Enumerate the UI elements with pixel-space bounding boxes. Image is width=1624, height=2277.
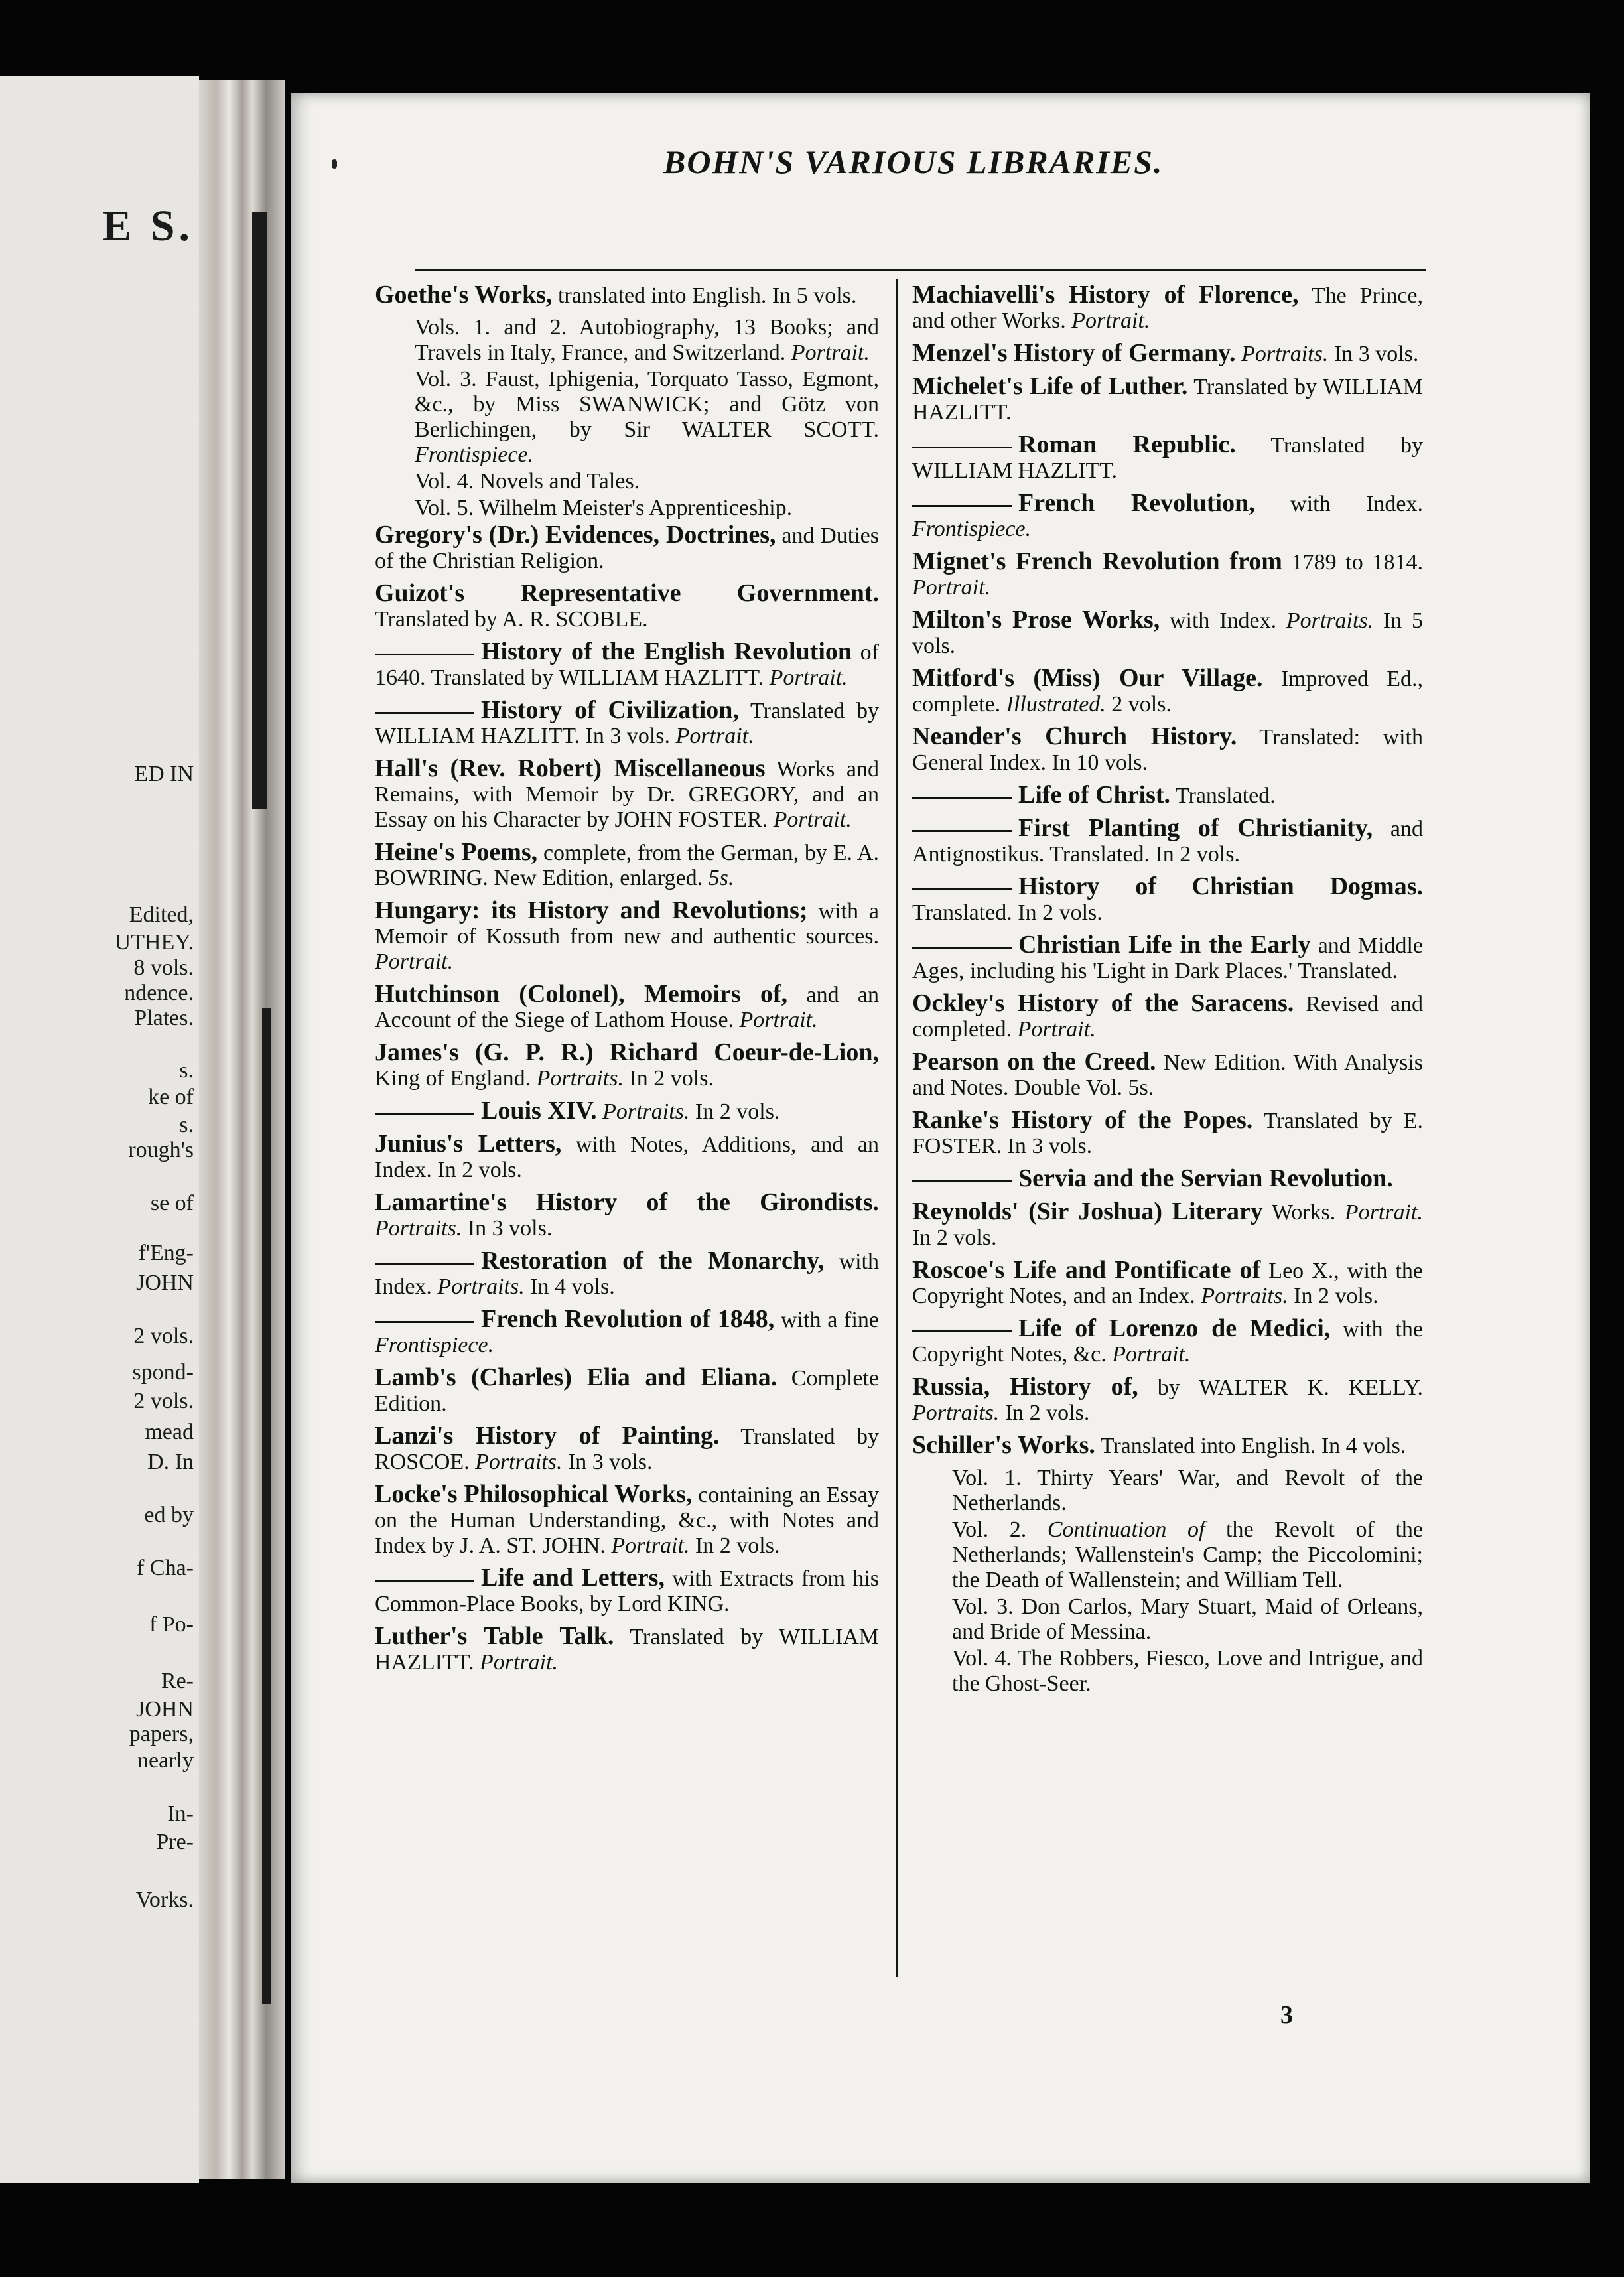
catalogue-entry <box>912 815 1423 867</box>
entry-italic-note: Portraits. <box>596 1099 690 1124</box>
entry-description: New Edition. With Analysis and Notes. Double Vol. 5s. <box>912 1050 1423 1100</box>
entry-description: Works and Remains, with Memoir by Dr. GREGORY, and an Essay on his Character by JOHN FOSTER. <box>375 757 880 832</box>
entry-description: Translated by WILLIAM HAZLITT. <box>912 375 1423 425</box>
entry-title: Life of Christ. <box>1018 781 1171 809</box>
entry-description: containing an Essay on the Human Understanding, &c., with Notes and Index by J. A. ST. JOHN. <box>375 1483 880 1558</box>
entry-title: Christian Life in the Early <box>1018 931 1311 959</box>
ditto-dash <box>375 1580 474 1582</box>
volume-text: Vol. 4. The Robbers, Fiesco, Love and Intrigue, and the Ghost-Seer. <box>952 1646 1423 1696</box>
entry-title: History of Christian Dogmas. <box>1018 872 1423 900</box>
entry-description: Translated by E. FOSTER. In 3 vols. <box>912 1109 1424 1158</box>
entry-italic-note: 5s. <box>703 866 734 890</box>
margin-fragment: f Cha- <box>137 1556 194 1580</box>
margin-fragment: 2 vols. <box>133 1389 194 1413</box>
catalogue-entry <box>912 1374 1423 1426</box>
entry-title: Life and Letters, <box>481 1564 665 1592</box>
entry-title: Roscoe's Life and Pontificate of <box>912 1256 1261 1284</box>
catalogue-entry <box>375 1040 879 1091</box>
entry-italic-note: Portraits. <box>1276 608 1374 633</box>
catalogue-entry <box>912 724 1423 776</box>
catalogue-entry <box>912 1257 1423 1309</box>
margin-fragment: UTHEY. <box>114 930 194 955</box>
entry-italic-note: Portrait. <box>764 665 848 690</box>
entry-title: Heine's Poems, <box>375 838 538 866</box>
catalogue-entry <box>375 756 879 833</box>
entry-description: Translated. In 2 vols. <box>912 900 1103 925</box>
entry-description: Works. <box>1262 1200 1336 1225</box>
catalogue-entry <box>912 432 1423 484</box>
ditto-dash <box>912 1330 1012 1332</box>
volume-line <box>415 469 879 494</box>
volume-italic-note: Continuation of <box>1026 1517 1205 1542</box>
margin-fragment: s. <box>179 1113 194 1137</box>
margin-fragment: rough's <box>128 1138 194 1162</box>
ditto-dash <box>912 447 1012 448</box>
entry-title: Roman Republic. <box>1018 431 1236 458</box>
entry-description: 1789 to 1814. <box>1282 550 1424 575</box>
catalogue-entry <box>912 932 1423 984</box>
entry-description: and Duties of the Christian Religion. <box>375 523 880 573</box>
entry-description: Translated. <box>1170 784 1276 808</box>
entry-description: with a fine <box>774 1308 879 1332</box>
entry-italic-note: Portrait. <box>670 724 754 748</box>
entry-title: First Planting of Christianity, <box>1018 814 1373 842</box>
catalogue-entry <box>912 282 1423 334</box>
entry-title: Guizot's Representative Government. <box>375 579 879 607</box>
entry-description: Translated: with General Index. In 10 vols. <box>912 725 1423 775</box>
entry-italic-note: Frontispiece. <box>912 517 1032 541</box>
catalogue-entry <box>375 1565 879 1617</box>
margin-fragment: JOHN <box>136 1271 194 1295</box>
volume-text: Vol. 4. Novels and Tales. <box>415 469 640 494</box>
column-divider <box>896 279 898 1977</box>
catalogue-entry <box>912 374 1423 425</box>
entry-description: complete, from the German, by E. A. BOWRING. New Edition, enlarged. <box>375 841 879 890</box>
entry-description: and an Account of the Siege of Lathom House. <box>375 983 880 1032</box>
ditto-dash <box>375 1113 474 1115</box>
entry-italic-note: Portrait. <box>1335 1200 1423 1225</box>
catalogue-entry <box>912 607 1423 659</box>
volume-line <box>952 1594 1423 1645</box>
catalogue-entry <box>375 282 879 309</box>
entry-volumes: 2 vols. <box>1105 692 1172 717</box>
catalogue-entry <box>375 898 879 975</box>
catalogue-entry <box>375 1623 879 1675</box>
volume-text: Vol. 2. <box>952 1517 1027 1542</box>
margin-fragment: Re- <box>161 1669 194 1693</box>
margin-fragment: f'Eng- <box>138 1241 194 1265</box>
left-column <box>375 282 879 1682</box>
entry-italic-note: Portraits. <box>1195 1284 1288 1308</box>
entry-description: Translated by WILLIAM HAZLITT. <box>375 1625 880 1675</box>
catalogue-entry <box>375 1190 879 1241</box>
entry-description: The Prince, and other Works. <box>912 283 1423 333</box>
entry-title: French Revolution, <box>1018 489 1255 517</box>
entry-title: French Revolution of 1848, <box>481 1305 775 1333</box>
margin-fragment: ke of <box>148 1085 194 1109</box>
ditto-dash <box>375 1263 474 1265</box>
margin-fragment: Edited, <box>129 902 194 927</box>
entry-volumes: In 2 vols. <box>689 1099 780 1124</box>
catalogue-entry <box>375 1248 879 1300</box>
catalogue-entry <box>912 1049 1423 1101</box>
catalogue-entry <box>912 782 1423 809</box>
entry-title: Hungary: its History and Revolutions; <box>375 896 808 924</box>
entry-italic-note: Portrait. <box>605 1533 690 1558</box>
entry-title: Russia, History of, <box>912 1373 1138 1401</box>
entry-title: Life of Lorenzo de Medici, <box>1018 1314 1331 1342</box>
entry-title: Goethe's Works, <box>375 281 553 309</box>
entry-title: Luther's Table Talk. <box>375 1622 614 1650</box>
entry-description: Improved Ed., complete. <box>912 667 1423 717</box>
entry-title: Mitford's (Miss) Our Village. <box>912 664 1263 692</box>
ditto-dash <box>912 1180 1012 1182</box>
entry-title: Lamb's (Charles) Elia and Eliana. <box>375 1363 778 1391</box>
entry-title: Restoration of the Monarchy, <box>481 1247 825 1275</box>
ditto-dash <box>912 830 1012 832</box>
catalogue-entry <box>375 1306 879 1358</box>
margin-fragment: 8 vols. <box>133 955 194 980</box>
entry-description: with Index. <box>1160 608 1277 633</box>
entry-title: History of the English Revolution <box>481 638 852 665</box>
ditto-dash <box>912 797 1012 799</box>
catalogue-entry <box>912 1166 1423 1192</box>
entry-description: Translated by A. R. SCOBLE. <box>375 607 648 632</box>
margin-fragment: Plates. <box>134 1006 194 1030</box>
entry-title: History of Civilization, <box>481 696 739 724</box>
entry-italic-note: Portraits. <box>469 1450 563 1474</box>
entry-italic-note: Portrait. <box>1106 1342 1191 1367</box>
entry-description: King of England. <box>375 1066 531 1091</box>
entry-italic-note: Portraits. <box>1235 342 1329 366</box>
catalogue-entry <box>375 522 879 574</box>
margin-fragment: ed by <box>144 1503 194 1527</box>
entry-title: Locke's Philosophical Works, <box>375 1480 693 1508</box>
entry-volumes: In 2 vols. <box>1288 1284 1379 1308</box>
entry-volumes: In 3 vols. <box>462 1216 553 1241</box>
entry-title: Louis XIV. <box>481 1097 597 1125</box>
margin-fragment: Pre- <box>156 1830 194 1854</box>
ditto-dash <box>375 1321 474 1323</box>
entry-volumes: In 4 vols. <box>524 1275 615 1299</box>
catalogue-entry <box>375 1423 879 1475</box>
entry-title: James's (G. P. R.) Richard Coeur-de-Lion, <box>375 1038 879 1066</box>
catalogue-entry <box>375 1365 879 1416</box>
ditto-dash <box>375 654 474 656</box>
entry-italic-note: Portraits. <box>431 1275 525 1299</box>
entry-title: Machiavelli's History of Florence, <box>912 281 1299 309</box>
right-column <box>912 282 1423 1698</box>
entry-title: Reynolds' (Sir Joshua) Literary <box>912 1198 1263 1225</box>
catalogue-entry <box>375 1131 879 1183</box>
entry-title: Servia and the Servian Revolution. <box>1018 1164 1393 1192</box>
margin-fragment: JOHN <box>136 1697 194 1722</box>
catalogue-entry <box>912 665 1423 717</box>
entry-italic-note: Portrait. <box>912 575 991 600</box>
entry-italic-note: Portraits. <box>375 1216 462 1241</box>
entry-description: by WALTER K. KELLY. <box>1138 1375 1423 1400</box>
entry-description: with Index. <box>375 1249 879 1299</box>
ditto-dash <box>912 947 1012 949</box>
entry-description: Complete Edition. <box>375 1366 880 1416</box>
entry-italic-note: Portrait. <box>768 807 852 832</box>
entry-volumes: In 2 vols. <box>623 1066 714 1091</box>
entry-italic-note: Portraits. <box>912 1401 1000 1425</box>
entry-description: with Index. <box>1254 492 1423 516</box>
entry-description: of 1640. Translated by WILLIAM HAZLITT. <box>375 640 879 690</box>
entry-description: with Extracts from his Common-Place Books, by Lord KING. <box>375 1566 879 1616</box>
volume-line <box>952 1646 1423 1696</box>
ditto-dash <box>912 888 1012 890</box>
entry-volumes: In 3 vols. <box>562 1450 653 1474</box>
ink-speck <box>332 159 337 169</box>
volume-text: Vols. 1. and 2. Autobiography, 13 Books; and Travels in Italy, France, and Switzerland. <box>415 315 879 365</box>
entry-italic-note: Illustrated. <box>1000 692 1106 717</box>
page-number: 3 <box>1280 2001 1293 2029</box>
volume-tail: the Revolt of the Netherlands; Wallenstein's Camp; the Piccolomini; the Death of Wallenstein; and William Tell. <box>952 1517 1423 1592</box>
catalogue-entry <box>912 490 1423 542</box>
catalogue-entry <box>912 874 1423 926</box>
entry-title: Michelet's Life of Luther. <box>912 372 1188 400</box>
margin-fragment: se of <box>150 1191 194 1215</box>
margin-fragment: spond- <box>132 1360 194 1385</box>
entry-italic-note: Portrait. <box>474 1650 559 1675</box>
entry-volumes: In 2 vols. <box>999 1401 1090 1425</box>
entry-title: Hutchinson (Colonel), Memoirs of, <box>375 980 788 1008</box>
entry-description: with a Memoir of Kossuth from new and authentic sources. <box>375 899 879 949</box>
margin-fragment: In- <box>167 1801 194 1826</box>
margin-fragment: f Po- <box>149 1612 194 1637</box>
header-rule <box>415 269 1426 271</box>
entry-description: Leo X., with the Copyright Notes, and an Index. <box>912 1259 1423 1308</box>
catalogue-entry <box>912 1316 1423 1367</box>
catalogue-entry <box>375 581 879 632</box>
entry-description: Translated by ROSCOE. <box>375 1424 879 1474</box>
volume-line <box>952 1466 1423 1516</box>
margin-fragment: papers, <box>129 1722 194 1746</box>
entry-volumes: In 3 vols. <box>1328 342 1419 366</box>
volume-line <box>415 315 879 366</box>
volume-italic-note: Portrait. <box>785 340 870 365</box>
ditto-dash <box>912 505 1012 507</box>
entry-title: Pearson on the Creed. <box>912 1048 1156 1075</box>
entry-description: Translated into English. In 4 vols. <box>1095 1434 1406 1458</box>
volume-text: Vol. 3. Don Carlos, Mary Stuart, Maid of Orleans, and Bride of Messina. <box>952 1594 1423 1644</box>
entry-description: Revised and completed. <box>912 992 1423 1042</box>
entry-description: and Middle Ages, including his 'Light in Dark Places.' Translated. <box>912 933 1423 983</box>
catalogue-entry <box>375 1482 879 1558</box>
entry-italic-note: Portrait. <box>734 1008 818 1032</box>
entry-title: Lanzi's History of Painting. <box>375 1422 720 1450</box>
volume-line <box>952 1517 1423 1593</box>
margin-fragment: s. <box>179 1058 194 1083</box>
book-gutter <box>199 80 285 2179</box>
catalogue-entry <box>912 549 1423 600</box>
catalogue-entry <box>912 1107 1423 1159</box>
entry-italic-note: Portrait. <box>375 949 454 974</box>
catalogue-entry <box>912 991 1423 1042</box>
entry-title: Schiller's Works. <box>912 1431 1095 1459</box>
volume-italic-note: Frontispiece. <box>415 443 534 467</box>
entry-title: Menzel's History of Germany. <box>912 339 1236 367</box>
entry-title: Gregory's (Dr.) Evidences, Doctrines, <box>375 521 776 549</box>
entry-title: Ranke's History of the Popes. <box>912 1106 1253 1134</box>
catalogue-entry <box>912 1199 1423 1251</box>
entry-title: Milton's Prose Works, <box>912 606 1160 634</box>
entry-description: and Antignostikus. Translated. In 2 vols. <box>912 817 1423 866</box>
entry-volumes: In 2 vols. <box>689 1533 780 1558</box>
volume-text: Vol. 1. Thirty Years' War, and Revolt of the Netherlands. <box>952 1466 1423 1515</box>
entry-title: Ockley's History of the Saracens. <box>912 989 1294 1017</box>
margin-fragment: E S. <box>102 202 194 250</box>
entry-title: Junius's Letters, <box>375 1130 562 1158</box>
catalogue-entry <box>375 839 879 891</box>
entry-volumes: In 2 vols. <box>912 1225 997 1250</box>
entry-title: Mignet's French Revolution from <box>912 547 1282 575</box>
margin-fragment: D. In <box>147 1450 194 1474</box>
entry-title: Hall's (Rev. Robert) Miscellaneous <box>375 754 766 782</box>
entry-volumes: In 5 vols. <box>912 608 1424 658</box>
volume-line <box>415 496 879 521</box>
entry-description: with the Copyright Notes, &c. <box>912 1317 1423 1367</box>
catalogue-entry <box>912 340 1423 367</box>
entry-italic-note: Frontispiece. <box>375 1333 494 1357</box>
volume-text: Vol. 5. Wilhelm Meister's Apprenticeship. <box>415 496 793 520</box>
previous-page-fragment <box>0 76 199 2183</box>
catalogue-entry <box>375 697 879 749</box>
volume-line <box>415 367 879 468</box>
ditto-dash <box>375 712 474 714</box>
margin-fragment: mead <box>145 1420 194 1444</box>
margin-fragment: ED IN <box>134 762 194 786</box>
entry-italic-note: Portrait. <box>1065 309 1150 333</box>
entry-description: Translated by WILLIAM HAZLITT. <box>912 433 1423 483</box>
entry-description: translated into English. In 5 vols. <box>552 283 857 308</box>
entry-title: Neander's Church History. <box>912 723 1237 750</box>
entry-description: Translated by WILLIAM HAZLITT. In 3 vols. <box>375 699 879 748</box>
margin-fragment: Vorks. <box>135 1888 194 1912</box>
catalogue-entry <box>375 981 879 1033</box>
entry-description: with Notes, Additions, and an Index. In 2 vols. <box>375 1133 879 1182</box>
entry-italic-note: Portraits. <box>531 1066 624 1091</box>
catalogue-entry <box>375 639 879 691</box>
margin-fragment: nearly <box>137 1748 194 1773</box>
margin-fragment: 2 vols. <box>133 1324 194 1348</box>
entry-title: Lamartine's History of the Girondists. <box>375 1188 879 1216</box>
margin-fragment: ndence. <box>124 981 194 1005</box>
catalogue-entry <box>375 1098 879 1125</box>
running-head: BOHN'S VARIOUS LIBRARIES. <box>663 143 1164 180</box>
volume-text: Vol. 3. Faust, Iphigenia, Torquato Tasso, Egmont, &c., by Miss SWANWICK; and Götz von Berlichingen, by Sir WALTER SCOTT. <box>415 367 879 442</box>
catalogue-entry <box>912 1432 1423 1459</box>
entry-italic-note: Portrait. <box>1012 1017 1096 1042</box>
